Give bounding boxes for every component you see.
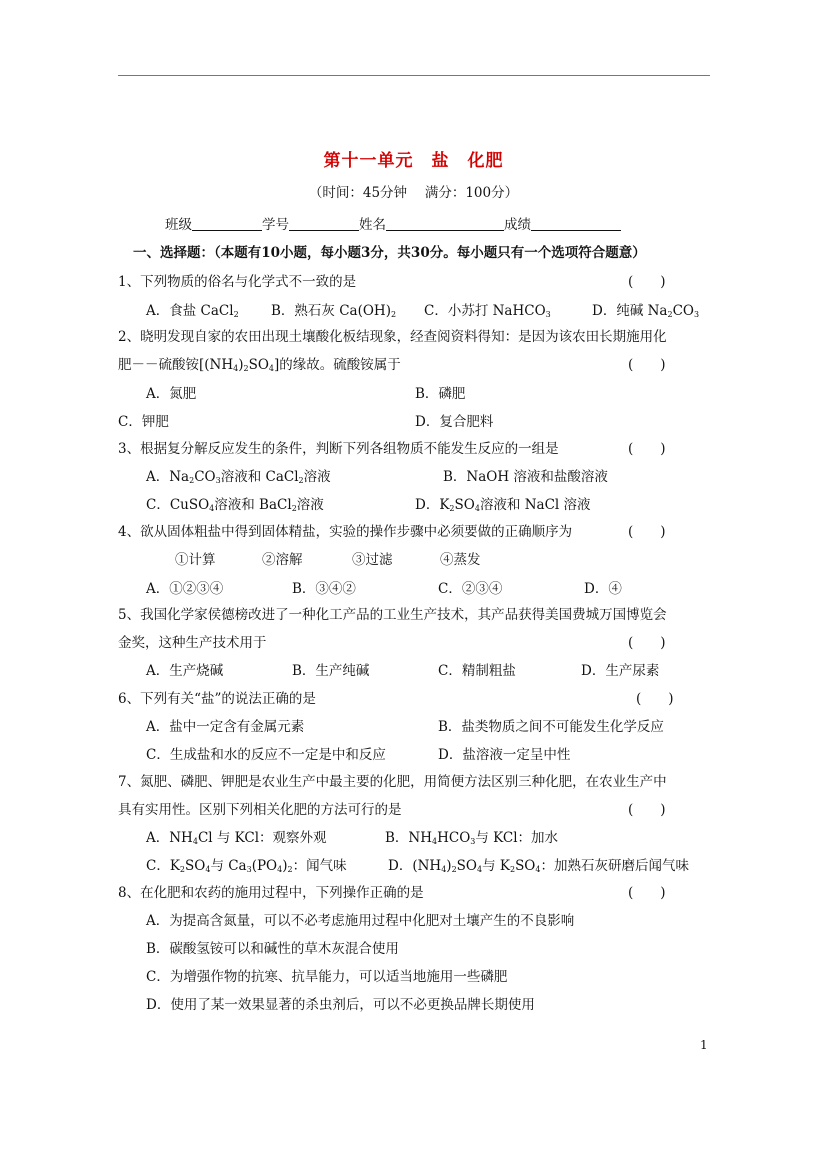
question-8-stem: 8、在化肥和农药的施用过程中，下列操作正确的是 — [118, 885, 424, 901]
q1-option-c: C．小苏打 NaHCO$_3$ — [424, 303, 551, 319]
q2-option-a: A．氮肥 — [146, 386, 197, 402]
id-blank[interactable] — [289, 216, 359, 231]
student-info-line — [165, 213, 621, 233]
class-label: 班级 — [165, 217, 192, 233]
question-5-stem-line2: 金奖，这种生产技术用于 — [118, 635, 267, 651]
name-blank[interactable] — [386, 216, 504, 231]
header-rule — [118, 75, 710, 76]
q6-option-d: D．盐溶液一定呈中性 — [438, 747, 571, 763]
score-label: 成绩 — [504, 217, 531, 233]
q2-option-d: D．复合肥料 — [415, 414, 494, 430]
q8-option-c: C．为增强作物的抗寒、抗旱能力，可以适当地施用一些磷肥 — [146, 969, 508, 985]
answer-paren-8[interactable]: ( ) — [628, 885, 666, 901]
q1-option-d: D．纯碱 $Na_2CO_3$ — [592, 303, 700, 319]
question-2-stem-line1: 2、晓明发现自家的农田出现土壤酸化板结现象，经查阅资料得知：是因为该农田长期施用化 — [118, 329, 667, 345]
question-2-stem-line2: 肥－－硫酸铵$[(NH_4)_2SO_4]$的缘故。硫酸铵属于 — [118, 357, 401, 373]
section-heading: 一、选择题：（本题有10小题，每小题3分，共30分。每小题只有一个选项符合题意） — [133, 245, 646, 261]
name-label: 姓名 — [359, 217, 386, 233]
q7-option-a: A．$NH_4Cl$ 与 KCl：观察外观 — [146, 830, 327, 846]
question-1-stem: 1、下列物质的俗名与化学式不一致的是 — [118, 274, 357, 290]
q3-option-d: D．$K_2SO_4$溶液和 NaCl 溶液 — [415, 497, 591, 513]
q5-option-d: D．生产尿素 — [581, 663, 660, 679]
score-blank[interactable] — [531, 216, 621, 231]
answer-paren-6[interactable]: ( ) — [636, 691, 674, 707]
q4-option-c: C．②③④ — [438, 581, 503, 597]
q8-option-b: B．碳酸氢铵可以和碱性的草木灰混合使用 — [146, 941, 399, 957]
q4-step-4: ④蒸发 — [440, 552, 481, 568]
q2-option-b: B．磷肥 — [415, 386, 466, 402]
q8-option-a: A．为提高含氮量，可以不必考虑施用过程中化肥对土壤产生的不良影响 — [146, 913, 575, 929]
q3-option-a: A．$Na_2CO_3$溶液和 CaCl$_2$溶液 — [146, 469, 331, 485]
q6-option-b: B．盐类物质之间不可能发生化学反应 — [438, 719, 664, 735]
q7-option-b: B．$NH_4HCO_3$与 KCl：加水 — [385, 830, 559, 846]
answer-paren-1[interactable]: ( ) — [628, 274, 666, 290]
q5-option-c: C．精制粗盐 — [438, 663, 516, 679]
q4-step-1: ①计算 — [175, 552, 216, 568]
answer-paren-5[interactable]: ( ) — [628, 635, 666, 651]
q3-option-c: C．CuSO$_4$溶液和 BaCl$_2$溶液 — [146, 497, 324, 513]
page-number: 1 — [700, 1038, 708, 1052]
answer-paren-4[interactable]: ( ) — [628, 524, 666, 540]
question-3-stem: 3、根据复分解反应发生的条件，判断下列各组物质不能发生反应的一组是 — [118, 441, 559, 457]
q4-option-b: B．③④② — [292, 581, 356, 597]
page-title: 第十一单元 盐 化肥 — [323, 151, 504, 171]
q3-option-b: B．NaOH 溶液和盐酸溶液 — [443, 469, 608, 485]
question-6-stem: 6、下列有关“盐”的说法正确的是 — [118, 691, 316, 707]
answer-paren-7[interactable]: ( ) — [628, 802, 666, 818]
answer-paren-2[interactable]: ( ) — [628, 357, 666, 373]
question-7-stem-line2: 具有实用性。区别下列相关化肥的方法可行的是 — [118, 802, 402, 818]
id-label: 学号 — [262, 217, 289, 233]
class-blank[interactable] — [192, 216, 262, 231]
q7-option-d: D．$(NH_4)_2SO_4$与 $K_2SO_4$：加熟石灰研磨后闻气味 — [388, 858, 689, 874]
exam-subtitle: （时间：45分钟 满分：100分） — [308, 185, 519, 201]
q7-option-c: C．$K_2SO_4$与 $Ca_3(PO_4)_2$：闻气味 — [146, 858, 347, 874]
question-4-stem: 4、欲从固体粗盐中得到固体精盐，实验的操作步骤中必须要做的正确顺序为 — [118, 524, 573, 540]
q6-option-c: C．生成盐和水的反应不一定是中和反应 — [146, 747, 386, 763]
q1-option-a: A．食盐 CaCl$_2$ — [146, 303, 239, 319]
q4-step-3: ③过滤 — [352, 552, 393, 568]
question-7-stem-line1: 7、氮肥、磷肥、钾肥是农业生产中最主要的化肥，用简便方法区别三种化肥，在农业生产中 — [118, 774, 667, 790]
q4-option-a: A．①②③④ — [146, 581, 224, 597]
question-5-stem-line1: 5、我国化学家侯德榜改进了一种化工产品的工业生产技术，其产品获得美国费城万国博览会 — [118, 607, 667, 623]
answer-paren-3[interactable]: ( ) — [628, 441, 666, 457]
q8-option-d: D．使用了某一效果显著的杀虫剂后，可以不必更换品牌长期使用 — [146, 997, 535, 1013]
q2-option-c: C．钾肥 — [118, 414, 169, 430]
q1-option-b: B．熟石灰 $Ca(OH)_2$ — [271, 303, 397, 319]
q5-option-a: A．生产烧碱 — [146, 663, 224, 679]
q4-step-2: ②溶解 — [262, 552, 303, 568]
q4-option-d: D．④ — [584, 581, 622, 597]
q5-option-b: B．生产纯碱 — [292, 663, 370, 679]
q6-option-a: A．盐中一定含有金属元素 — [146, 719, 305, 735]
